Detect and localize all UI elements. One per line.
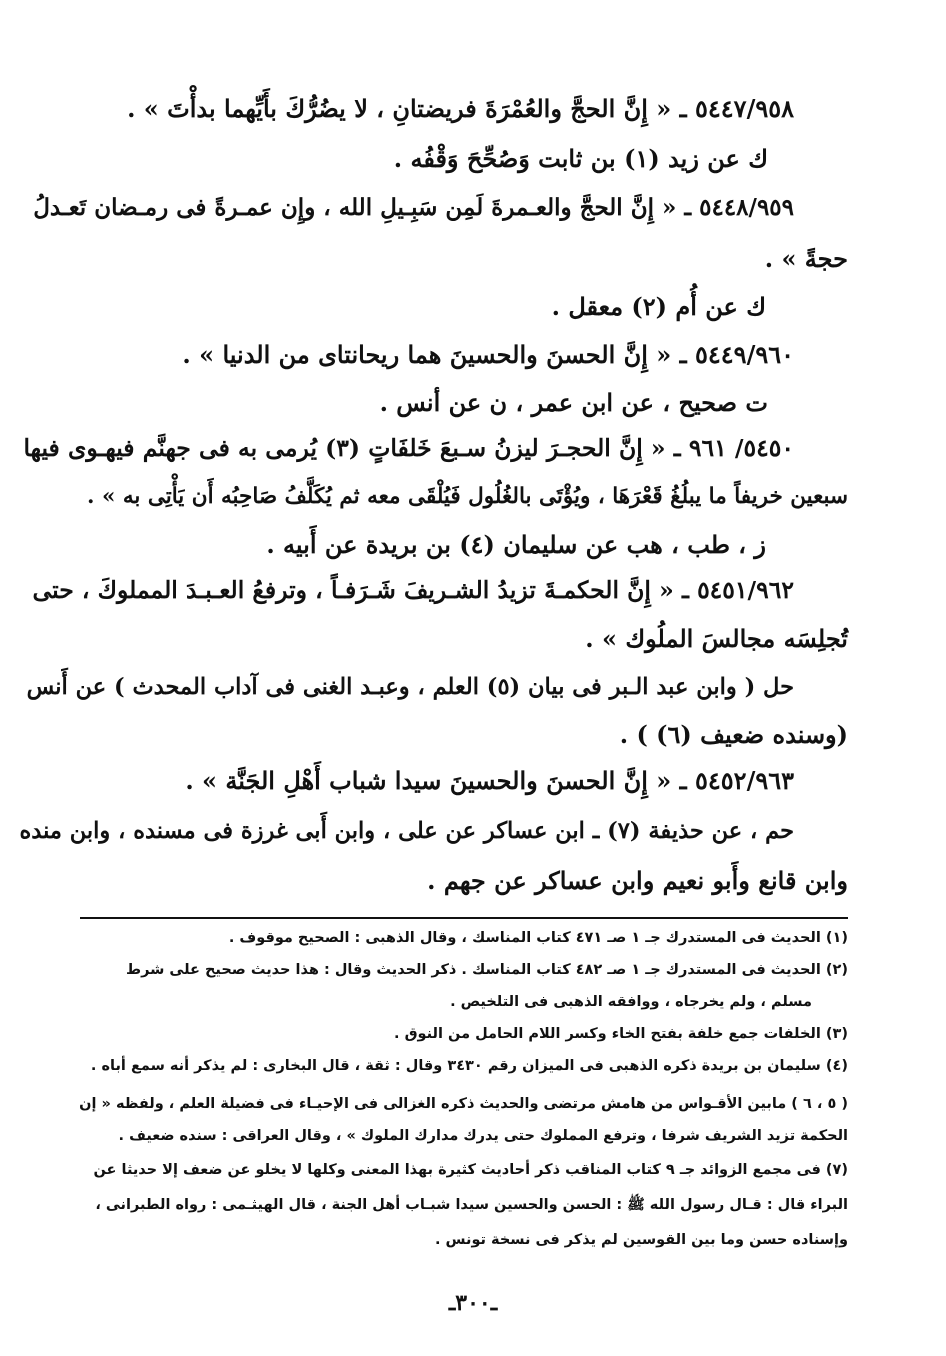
footnote-2-line-1: (٢) الحديث فى المستدرك جـ ١ صـ ٤٨٢ كتاب المناسك . ذكر الحديث وقال : هذا حديث صحيح على شرط: [126, 962, 848, 978]
hadith-962-line-1: ٥٤٥١/٩٦٢ ـ « إِنَّ الحكمـةَ تزيدُ الشـريفَ شَـرَفـاً ، وترفعُ العـبـدَ المملوكَ ، حتى: [32, 576, 794, 604]
footnote-7-line-3: وإسناده حسن وما بين القوسين لم يذكر فى نسخة تونس .: [434, 1232, 848, 1248]
hadith-962-source-1: حل ( وابن عبد الـبر فى بيان (٥) العلم ، وعبـد الغنى فى آداب المحدث ) عن أَنس: [26, 674, 794, 700]
hadith-958-source: ك عن زيد (١) بن ثابت وَصُحِّحَ وَقْفُه .: [393, 144, 768, 173]
hadith-963-source-1: حم ، عن حذيفة (٧) ـ ابن عساكر عن على ، وابن أَبى غرزة فى مسنده ، وابن منده: [19, 818, 794, 844]
footnote-5-6-line-2: الحكمة تزيد الشريف شرفا ، وترفع المملوك حتى يدرك مدارك الملوك » ، وقال العراقى : سنده ضعيف .: [118, 1128, 848, 1144]
footnote-4: (٤) سليمان بن بريدة ذكره الذهبى فى الميزان رقم ٣٤٣٠ وقال : ثقة ، قال البخارى : لم يذكر أنه سمع أباه .: [90, 1058, 848, 1074]
hadith-961-line-1: ٥٤٥٠/ ٩٦١ ـ « إِنَّ الحجـرَ ليزنُ سـبعَ خَلفَاتٍ (٣) يُرمى به فى جهنَّم فيهـوى فيها: [23, 434, 794, 462]
hadith-959-source: ك عن أُم (٢) معقل .: [551, 292, 766, 321]
page-number: ـ٣٠٠ـ: [448, 1290, 498, 1316]
hadith-960-source: ت صحيح ، عن ابن عمر ، ن عن أنس .: [379, 388, 768, 417]
hadith-959-line-2: حجةً » .: [764, 244, 848, 273]
footnote-2-line-2: مسلم ، ولم يخرجاه ، ووافقه الذهبى فى التلخيص .: [450, 994, 812, 1010]
hadith-959-line-1: ٥٤٤٨/٩٥٩ ـ « إِنَّ الحجَّ والعـمرةَ لَمِن سَبِـيلِ الله ، وإِن عمـرةً فى رمـضان تَعـدلُ: [33, 194, 794, 221]
footnote-1: (١) الحديث فى المستدرك جـ ١ صـ ٤٧١ كتاب المناسك ، وقال الذهبى : الصحيح موقوف .: [228, 930, 848, 946]
footnote-5-6-line-1: ( ٥ ، ٦ ) مابين الأقـواس من هامش مرتضى والحديث ذكره الغزالى فى الإحيـاء فى فضيلة العلم ، ولفظه « إن: [79, 1096, 848, 1112]
hadith-961-line-2: سبعين خريفاً ما يبلُغُ قَعْرَهَا ، ويُؤْتَى بالغُلُول فَيُلْقَى معه ثم يُكَلَّفُ صَاحِبُه أَن يَأْتِى به » .: [86, 484, 848, 509]
footnote-separator: [80, 917, 848, 919]
hadith-960-line: ٥٤٤٩/٩٦٠ ـ « إِنَّ الحسنَ والحسينَ هما ريحانتاى من الدنيا » .: [182, 340, 794, 369]
hadith-963-source-2: وابن قانع وأَبو نعيم وابن عساكر عن جهم .: [427, 866, 848, 895]
footnote-7-line-2: البراء قال : قـال رسول الله ﷺ : الحسن والحسين سيدا شبـاب أهل الجنة ، قال الهيثـمى : رواه الطبرانى ،: [95, 1197, 848, 1213]
footnote-3: (٣) الخلفات جمع خلفة بفتح الخاء وكسر اللام الحامل من النوق .: [394, 1026, 848, 1042]
hadith-962-source-2: (وسنده ضعيف (٦) ) .: [619, 720, 848, 749]
hadith-958-line: ٥٤٤٧/٩٥٨ ـ « إِنَّ الحجَّ والعُمْرَةَ فريضتانِ ، لا يضُرُّكَ بأَيِّهما بدأْتَ » .: [127, 94, 794, 123]
footnote-7-line-1: (٧) فى مجمع الزوائد جـ ٩ كتاب المناقب ذكر أحاديث كثيرة بهذا المعنى وكلها لا يخلو عن ضعف إلا حديثا عن: [93, 1162, 848, 1178]
hadith-963-line: ٥٤٥٢/٩٦٣ ـ « إِنَّ الحسنَ والحسينَ سيدا شباب أَهْلِ الجَنَّة » .: [185, 766, 794, 795]
hadith-962-line-2: تُجلِسَه مجالسَ الملُوك » .: [585, 624, 848, 653]
hadith-961-source: ز ، طب ، هب عن سليمان (٤) بن بريدة عن أَبيه .: [266, 530, 766, 559]
